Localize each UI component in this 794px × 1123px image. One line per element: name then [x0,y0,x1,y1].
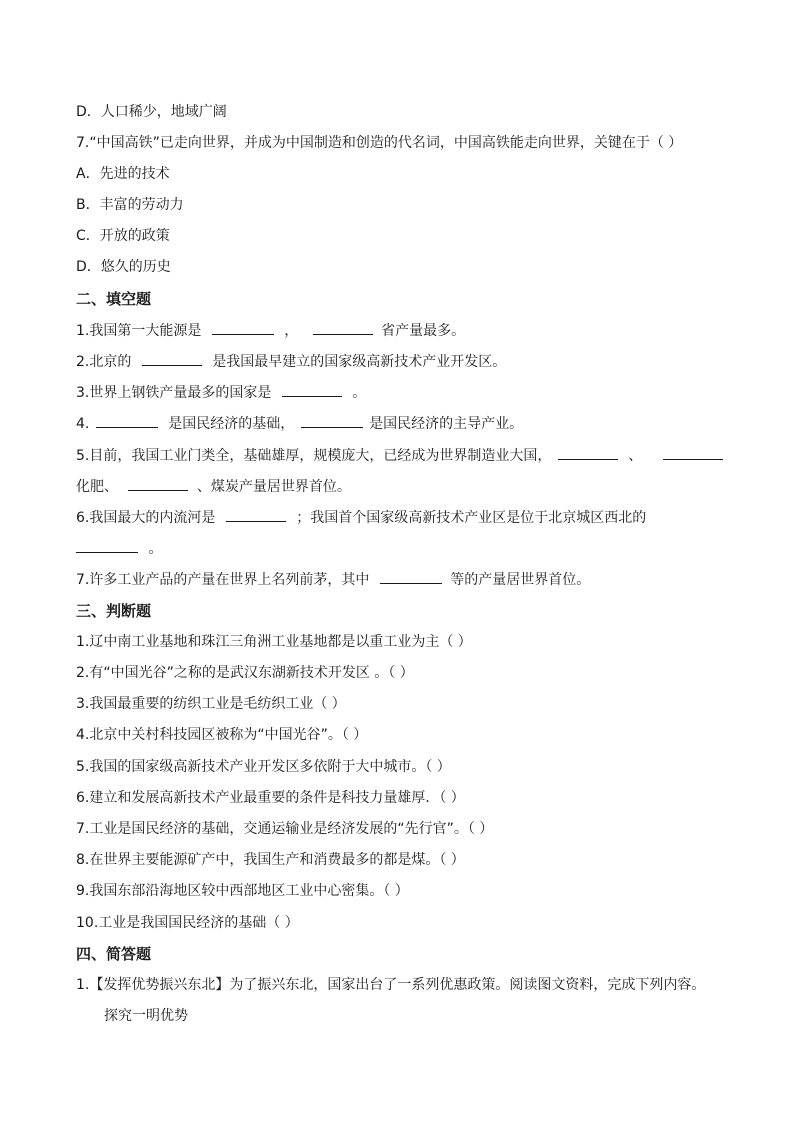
text: 是国民经济的基础， [168,416,295,432]
blank[interactable] [76,538,138,553]
text: 是国民经济的主导产业。 [369,416,524,432]
fill-question-6-cont [76,538,162,558]
text: 4. [76,416,90,432]
section-heading-judge: 三、判断题 [76,602,152,620]
judge-question-9: 9.我国东部沿海地区较中西部地区工业中心密集。（ ） [76,883,409,899]
blank[interactable] [301,413,363,428]
fill-question-2 [76,351,506,371]
judge-question-4: 4.北京中关村科技园区被称为“中国光谷”。（ ） [76,727,368,743]
text: 6.我国最大的内流河是 [76,510,216,526]
fill-question-1 [76,320,465,340]
blank[interactable] [313,320,373,335]
text: 3.世界上钢铁产量最多的国家是 [76,385,272,401]
option-d: D．悠久的历史 [76,259,171,275]
section-heading-fill: 二、填空题 [76,290,152,308]
blank[interactable] [380,569,442,584]
text: 、煤炭产量居世界首位。 [196,479,351,495]
question-7: 7.“中国高铁”已走向世界，并成为中国制造和创造的代名词，中国高铁能走向世界，关键在于（ ） [76,135,683,151]
blank[interactable] [96,413,158,428]
blank[interactable] [282,382,342,397]
text: 1.我国第一大能源是 [76,323,202,339]
text: ；我国首个国家级高新技术产业区是位于北京城区西北的 [296,510,647,526]
option-c: C．开放的政策 [76,228,170,244]
text: 化肥、 [76,479,118,495]
text: 、 [628,448,643,464]
text: 。 [148,541,163,557]
judge-question-2: 2.有“中国光谷”之称的是武汉东湖新技术开发区 。（ ） [76,665,414,681]
sub-heading-explore: 探究一明优势 [104,1008,188,1024]
blank[interactable] [226,507,286,522]
text: ， [284,323,299,339]
fill-question-7 [76,569,590,589]
text: 7.许多工业产品的产量在世界上名列前茅，其中 [76,572,370,588]
option-d-q6: D．人口稀少，地域广阔 [76,104,227,120]
blank[interactable] [558,445,618,460]
fill-question-4 [76,413,523,433]
judge-question-7: 7.工业是国民经济的基础，交通运输业是经济发展的“先行官”。（ ） [76,821,494,837]
text: 5.目前，我国工业门类全，基础雄厚，规模庞大，已经成为世界制造业大国， [76,448,552,464]
judge-question-3: 3.我国最重要的纺织工业是毛纺织工业（ ） [76,696,346,712]
text: 。 [352,385,367,401]
fill-question-5-cont [76,476,351,496]
blank[interactable] [128,476,188,491]
fill-question-3 [76,382,366,402]
blank[interactable] [663,445,723,460]
blank[interactable] [142,351,202,366]
text: 省产量最多。 [381,323,466,339]
fill-question-6 [76,507,646,527]
option-b: B．丰富的劳动力 [76,197,184,213]
judge-question-1: 1.辽中南工业基地和珠江三角洲工业基地都是以重工业为主（ ） [76,634,472,650]
fill-question-5 [76,445,723,465]
judge-question-5: 5.我国的国家级高新技术产业开发区多依附于大中城市。（ ） [76,759,451,775]
blank[interactable] [212,320,274,335]
text: 等的产量居世界首位。 [450,572,591,588]
short-answer-question-1: 1.【发挥优势振兴东北】为了振兴东北，国家出台了一系列优惠政策。阅读图文资料，完成下列内容。 [76,977,706,993]
text: 2.北京的 [76,354,132,370]
option-a: A．先进的技术 [76,166,170,182]
judge-question-10: 10.工业是我国国民经济的基础（ ） [76,915,299,931]
section-heading-short-answer: 四、简答题 [76,945,152,963]
text: 是我国最早建立的国家级高新技术产业开发区。 [212,354,507,370]
judge-question-6: 6.建立和发展高新技术产业最重要的条件是科技力量雄厚．（ ） [76,790,465,806]
judge-question-8: 8.在世界主要能源矿产中，我国生产和消费最多的都是煤。（ ） [76,852,465,868]
